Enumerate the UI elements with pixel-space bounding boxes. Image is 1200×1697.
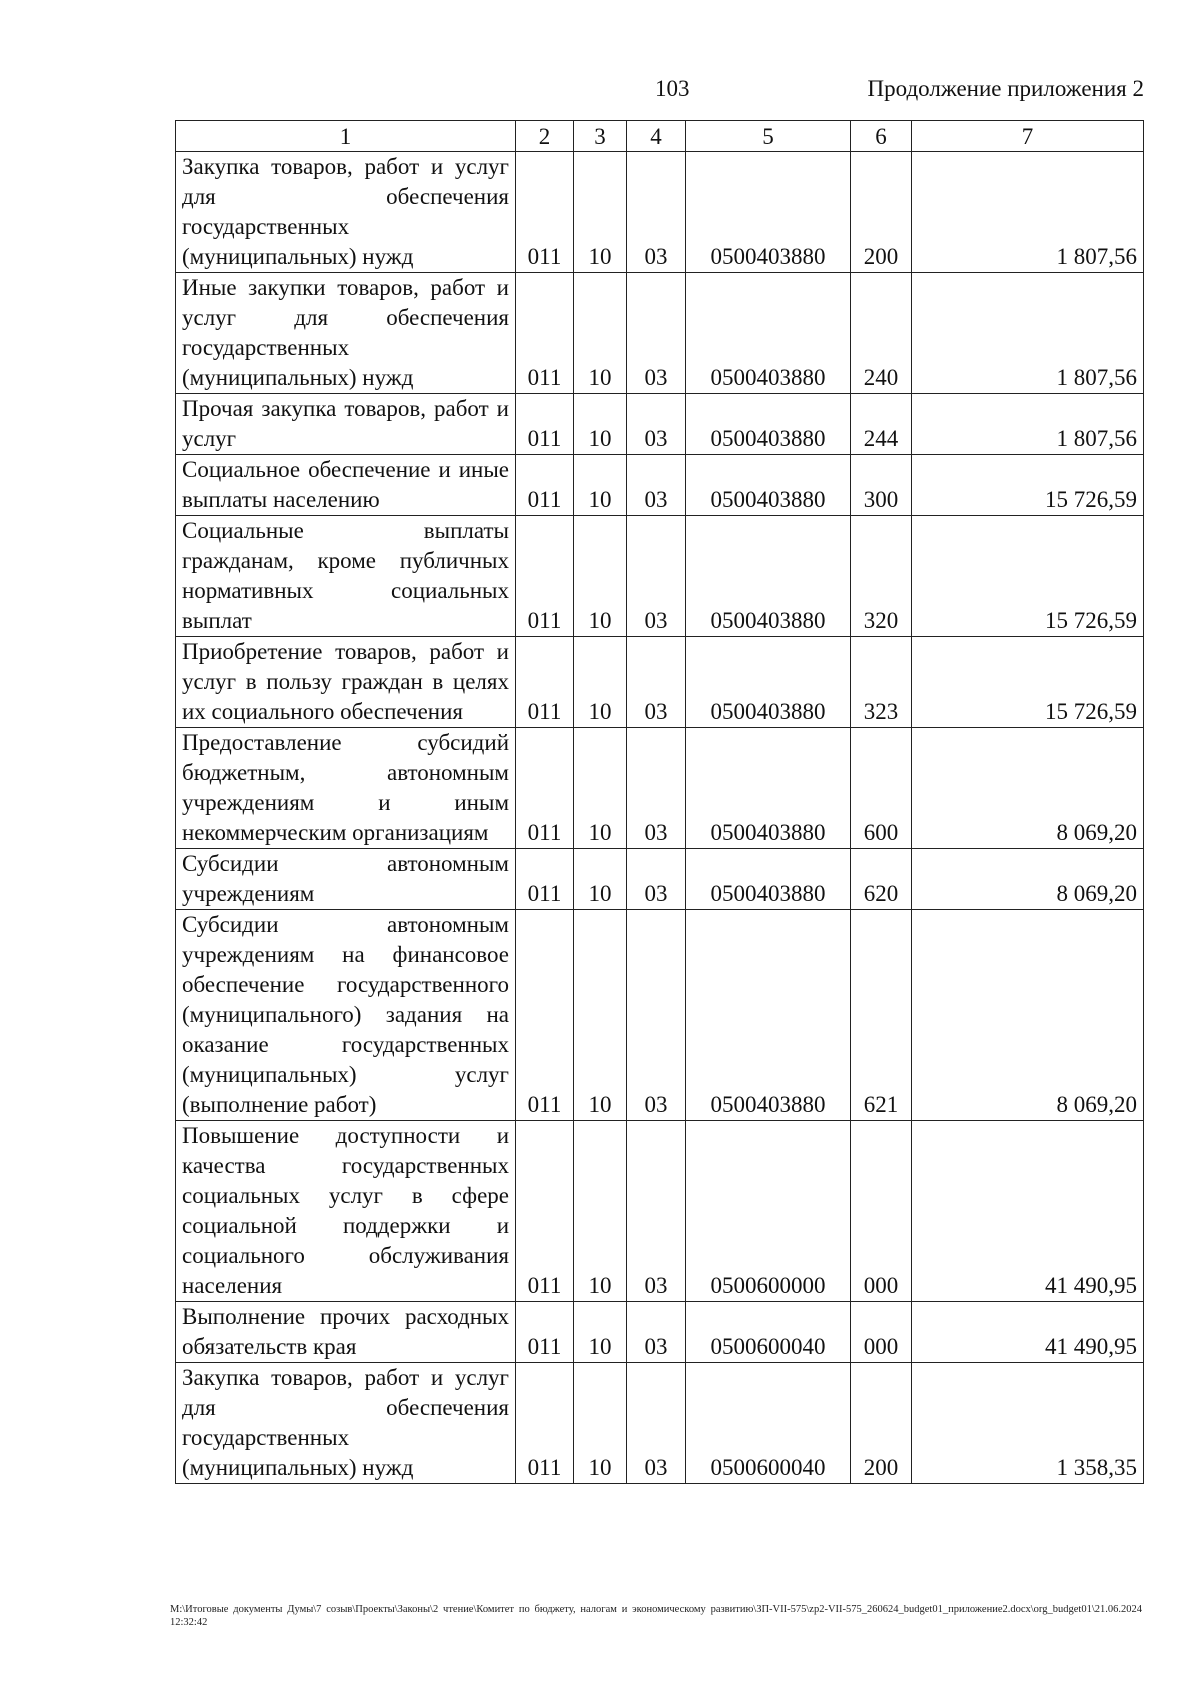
budget-table — [175, 120, 1144, 1484]
expense-name: Прочая закупка товаров, работ и услуг — [176, 394, 516, 455]
section-code: 10 — [574, 152, 627, 273]
column-header: 2 — [516, 121, 574, 152]
column-header: 1 — [176, 121, 516, 152]
column-header: 4 — [627, 121, 686, 152]
target-article-code: 0500403880 — [686, 849, 851, 910]
section-code: 10 — [574, 516, 627, 637]
target-article-code: 0500600040 — [686, 1302, 851, 1363]
expense-name: Закупка товаров, работ и услуг для обеспечения государственных (муниципальных) нужд — [176, 152, 516, 273]
table-row — [176, 152, 1144, 273]
table-row — [176, 728, 1144, 849]
amount: 1 358,35 — [912, 1363, 1144, 1484]
expense-type-code: 244 — [851, 394, 912, 455]
amount: 41 490,95 — [912, 1302, 1144, 1363]
table-row — [176, 637, 1144, 728]
target-article-code: 0500600000 — [686, 1121, 851, 1302]
subsection-code: 03 — [627, 273, 686, 394]
expense-type-code: 000 — [851, 1121, 912, 1302]
subsection-code: 03 — [627, 637, 686, 728]
subsection-code: 03 — [627, 849, 686, 910]
subsection-code: 03 — [627, 1302, 686, 1363]
amount: 15 726,59 — [912, 516, 1144, 637]
expense-name: Социальные выплаты гражданам, кроме публичных нормативных социальных выплат — [176, 516, 516, 637]
target-article-code: 0500403880 — [686, 455, 851, 516]
amount: 41 490,95 — [912, 1121, 1144, 1302]
expense-type-code: 323 — [851, 637, 912, 728]
expense-name: Субсидии автономным учреждениям на финансовое обеспечение государственного (муниципального) задания на оказание государственных (муниципальных) услуг (выполнение работ) — [176, 910, 516, 1121]
subsection-code: 03 — [627, 728, 686, 849]
ministry-code: 011 — [516, 516, 574, 637]
table-row — [176, 455, 1144, 516]
expense-name: Выполнение прочих расходных обязательств края — [176, 1302, 516, 1363]
expense-type-code: 200 — [851, 1363, 912, 1484]
ministry-code: 011 — [516, 849, 574, 910]
section-code: 10 — [574, 394, 627, 455]
file-path-footer: М:\Итоговые документы Думы\7 созыв\Проекты\Законы\2 чтение\Комитет по бюджету, налогам и экономическому развитию\ЗП-VII-575\zp2-VII-575_260624_budget01_приложение2.docx\org_budget01\21.06.2024 12:32:42 — [170, 1604, 1142, 1628]
column-header: 3 — [574, 121, 627, 152]
ministry-code: 011 — [516, 637, 574, 728]
ministry-code: 011 — [516, 394, 574, 455]
subsection-code: 03 — [627, 455, 686, 516]
section-code: 10 — [574, 1363, 627, 1484]
amount: 1 807,56 — [912, 273, 1144, 394]
expense-type-code: 320 — [851, 516, 912, 637]
table-row — [176, 1363, 1144, 1484]
section-code: 10 — [574, 637, 627, 728]
subsection-code: 03 — [627, 394, 686, 455]
ministry-code: 011 — [516, 728, 574, 849]
subsection-code: 03 — [627, 1121, 686, 1302]
target-article-code: 0500403880 — [686, 637, 851, 728]
section-code: 10 — [574, 455, 627, 516]
target-article-code: 0500403880 — [686, 728, 851, 849]
expense-type-code: 621 — [851, 910, 912, 1121]
table-row — [176, 910, 1144, 1121]
expense-name: Повышение доступности и качества государственных социальных услуг в сфере социальной поддержки и социального обслуживания населения — [176, 1121, 516, 1302]
target-article-code: 0500403880 — [686, 394, 851, 455]
section-code: 10 — [574, 1302, 627, 1363]
target-article-code: 0500403880 — [686, 910, 851, 1121]
expense-name: Закупка товаров, работ и услуг для обеспечения государственных (муниципальных) нужд — [176, 1363, 516, 1484]
section-code: 10 — [574, 910, 627, 1121]
column-header: 5 — [686, 121, 851, 152]
section-code: 10 — [574, 273, 627, 394]
section-code: 10 — [574, 849, 627, 910]
column-header: 6 — [851, 121, 912, 152]
expense-name: Социальное обеспечение и иные выплаты населению — [176, 455, 516, 516]
ministry-code: 011 — [516, 1121, 574, 1302]
table-row — [176, 1302, 1144, 1363]
table-row — [176, 849, 1144, 910]
amount: 8 069,20 — [912, 849, 1144, 910]
amount: 15 726,59 — [912, 455, 1144, 516]
ministry-code: 011 — [516, 1363, 574, 1484]
target-article-code: 0500403880 — [686, 152, 851, 273]
expense-type-code: 600 — [851, 728, 912, 849]
ministry-code: 011 — [516, 1302, 574, 1363]
column-header: 7 — [912, 121, 1144, 152]
target-article-code: 0500600040 — [686, 1363, 851, 1484]
expense-name: Приобретение товаров, работ и услуг в пользу граждан в целях их социального обеспечения — [176, 637, 516, 728]
appendix-continuation-label: Продолжение приложения 2 — [867, 76, 1144, 101]
amount: 1 807,56 — [912, 152, 1144, 273]
expense-type-code: 240 — [851, 273, 912, 394]
target-article-code: 0500403880 — [686, 516, 851, 637]
amount: 15 726,59 — [912, 637, 1144, 728]
section-code: 10 — [574, 728, 627, 849]
ministry-code: 011 — [516, 910, 574, 1121]
page-number: 103 — [655, 76, 690, 101]
amount: 1 807,56 — [912, 394, 1144, 455]
target-article-code: 0500403880 — [686, 273, 851, 394]
subsection-code: 03 — [627, 516, 686, 637]
section-code: 10 — [574, 1121, 627, 1302]
subsection-code: 03 — [627, 1363, 686, 1484]
expense-name: Субсидии автономным учреждениям — [176, 849, 516, 910]
expense-type-code: 200 — [851, 152, 912, 273]
table-row — [176, 516, 1144, 637]
expense-type-code: 000 — [851, 1302, 912, 1363]
expense-name: Предоставление субсидий бюджетным, автономным учреждениям и иным некоммерческим организациям — [176, 728, 516, 849]
ministry-code: 011 — [516, 455, 574, 516]
table-row — [176, 394, 1144, 455]
amount: 8 069,20 — [912, 728, 1144, 849]
table-row — [176, 1121, 1144, 1302]
subsection-code: 03 — [627, 152, 686, 273]
table-row — [176, 273, 1144, 394]
column-number-row — [176, 121, 1144, 152]
ministry-code: 011 — [516, 152, 574, 273]
ministry-code: 011 — [516, 273, 574, 394]
subsection-code: 03 — [627, 910, 686, 1121]
expense-type-code: 620 — [851, 849, 912, 910]
amount: 8 069,20 — [912, 910, 1144, 1121]
expense-name: Иные закупки товаров, работ и услуг для обеспечения государственных (муниципальных) нужд — [176, 273, 516, 394]
expense-type-code: 300 — [851, 455, 912, 516]
